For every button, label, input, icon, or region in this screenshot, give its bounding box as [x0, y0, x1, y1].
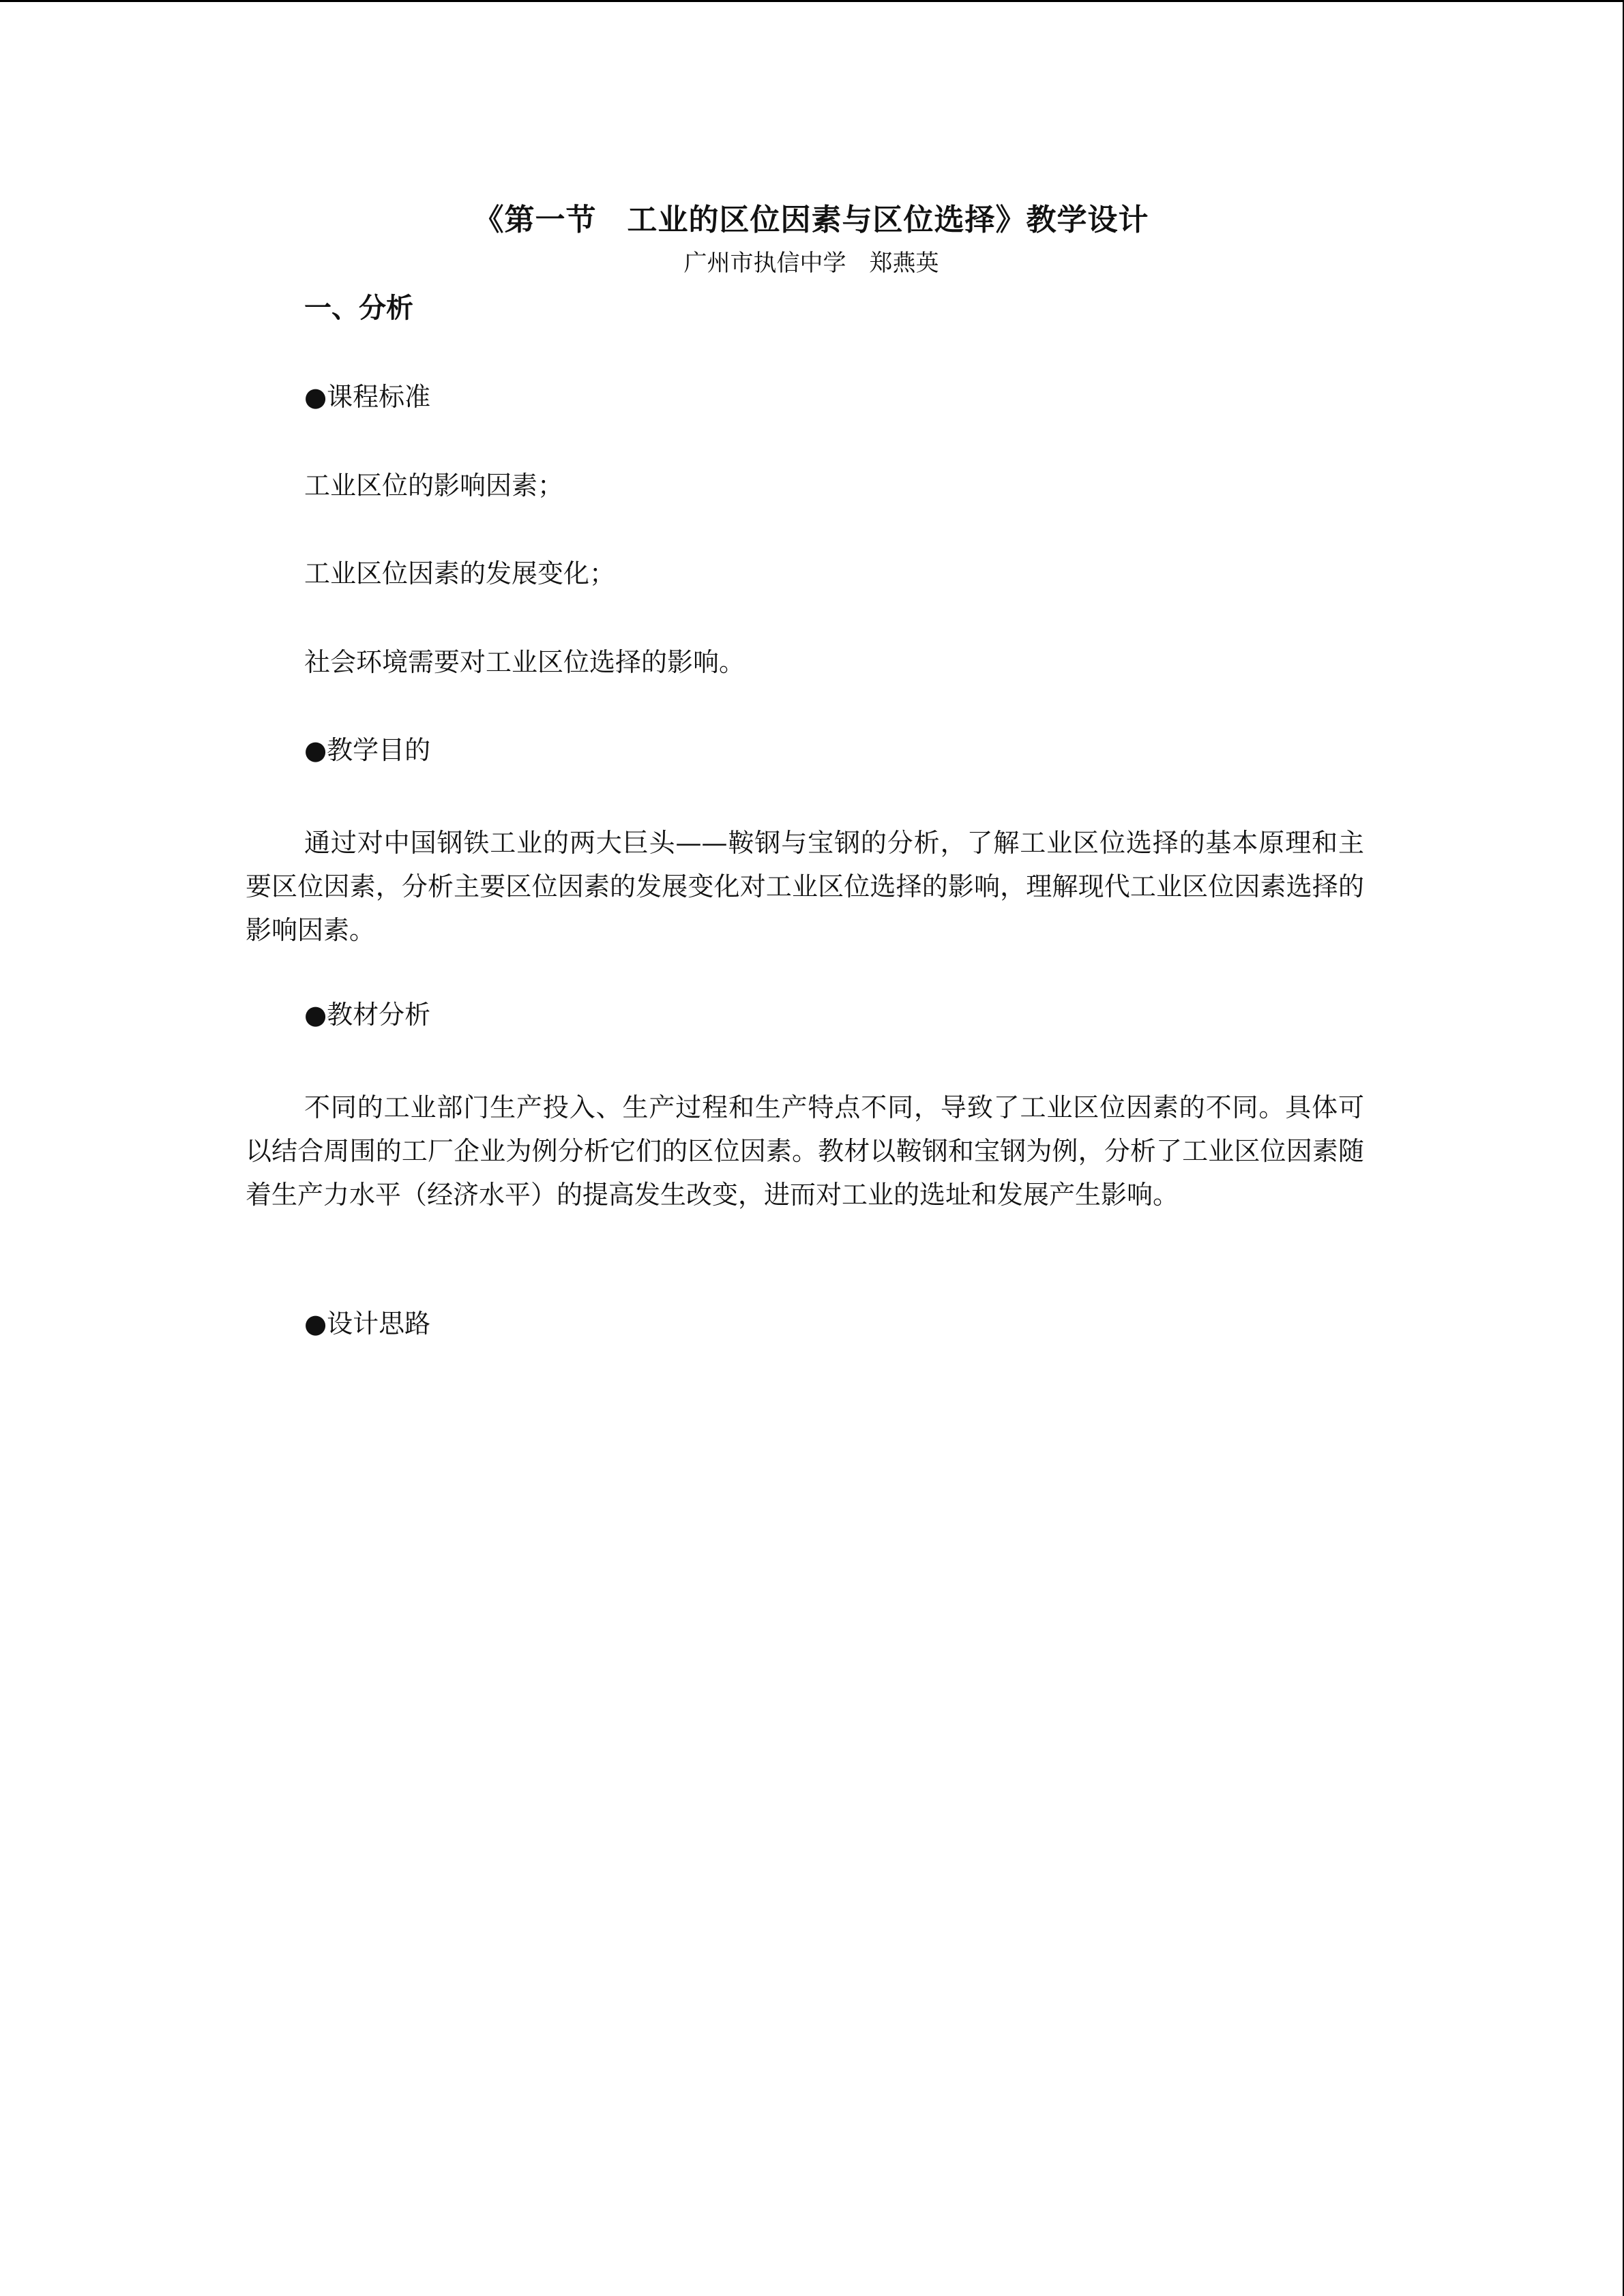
design-heading: ●设计思路: [304, 1309, 431, 1339]
textbook-paragraph: 不同的工业部门生产投入、生产过程和生产特点不同，导致了工业区位因素的不同。具体可以结合周围的工厂企业为例分析它们的区位因素。教材以鞍钢和宝钢为例，分析了工业区位因素随着生产力水平（经济水平）的提高发生改变，进而对工业的选址和发展产生影响。: [246, 1092, 1364, 1210]
curriculum-item: 社会环境需要对工业区位选择的影响。: [304, 647, 745, 677]
curriculum-item: 工业区位的影响因素；: [304, 471, 564, 501]
document-title: 《第一节 工业的区位因素与区位选择》教学设计: [473, 203, 1149, 237]
objectives-paragraph: 通过对中国钢铁工业的两大巨头——鞍钢与宝钢的分析，了解工业区位选择的基本原理和主要区位因素，分析主要区位因素的发展变化对工业区位选择的影响，理解现代工业区位因素选择的影响因素。: [246, 828, 1364, 945]
curriculum-heading: ●课程标准: [304, 382, 431, 412]
curriculum-item: 工业区位因素的发展变化；: [304, 558, 616, 588]
section-heading-analysis: 一、分析: [304, 292, 413, 324]
document-author: 广州市执信中学 郑燕英: [683, 250, 939, 277]
objectives-heading: ●教学目的: [304, 735, 431, 765]
textbook-heading: ●教材分析: [304, 1000, 431, 1030]
